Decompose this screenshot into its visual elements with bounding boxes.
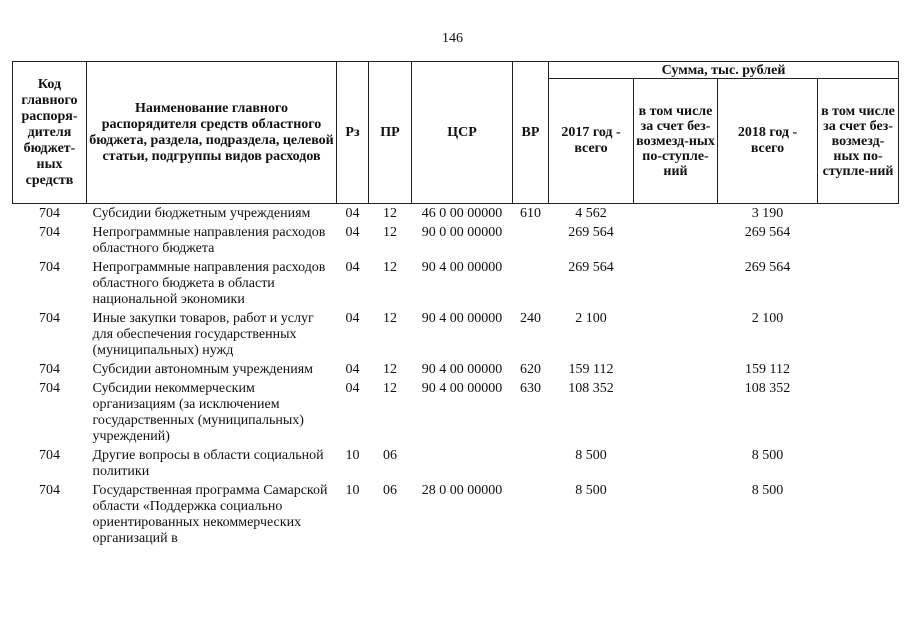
cell-2018-free	[818, 362, 899, 381]
header-2018-total: 2018 год - всего	[718, 79, 818, 204]
table-row	[13, 448, 899, 483]
cell-code: 704	[39, 260, 60, 275]
cell-2017-total: 108 352	[568, 381, 614, 396]
cell-2018-free	[818, 260, 899, 311]
cell-pr: 12	[383, 260, 397, 275]
cell-pr: 12	[383, 311, 397, 326]
cell-rz: 04	[345, 362, 360, 377]
cell-vr	[513, 483, 549, 550]
cell-2017-total: 4 562	[575, 206, 607, 221]
cell-code: 704	[39, 362, 60, 377]
cell-2018-total: 8 500	[751, 483, 784, 498]
cell-2018-total: 108 352	[744, 381, 791, 396]
cell-2017-total: 8 500	[575, 483, 607, 498]
cell-name: Непрограммные направления расходов областного бюджета в области национальной экономики	[92, 260, 326, 307]
cell-csr: 28 0 00 00000	[421, 483, 503, 498]
cell-2018-free	[818, 311, 899, 362]
cell-2017-free	[634, 204, 718, 226]
table-row	[13, 204, 899, 226]
header-2018-free: в том числе за счет без-возмезд-ных по-ступле-ний	[818, 79, 899, 204]
cell-rz: 04	[345, 311, 360, 326]
cell-csr: 46 0 00 00000	[421, 206, 503, 221]
table-row	[13, 260, 899, 311]
cell-pr: 06	[383, 448, 397, 463]
header-2017-free: в том числе за счет без-возмезд-ных по-ступле-ний	[634, 79, 718, 204]
table-header	[13, 62, 899, 204]
cell-name: Субсидии автономным учреждениям	[92, 362, 314, 377]
cell-pr: 12	[383, 206, 397, 221]
cell-2017-total: 2 100	[575, 311, 607, 326]
cell-2018-free	[818, 204, 899, 226]
cell-vr: 620	[520, 362, 541, 377]
cell-vr: 240	[520, 311, 541, 326]
cell-code: 704	[39, 206, 60, 221]
table-row	[13, 225, 899, 260]
cell-2018-total: 8 500	[751, 448, 784, 463]
cell-pr: 06	[383, 483, 397, 498]
cell-rz: 10	[345, 483, 360, 498]
cell-2017-total: 8 500	[575, 448, 607, 463]
cell-2018-total: 269 564	[744, 225, 791, 240]
cell-2017-free	[634, 260, 718, 311]
budget-table	[12, 61, 899, 550]
header-csr: ЦСР	[412, 62, 513, 204]
header-name: Наименование главного распорядителя средств областного бюджета, раздела, подраздела, целевой статьи, подгруппы видов расходов	[87, 62, 337, 204]
cell-2017-free	[634, 448, 718, 483]
cell-code: 704	[39, 311, 60, 326]
cell-2018-total: 2 100	[751, 311, 784, 326]
header-rz: Рз	[337, 62, 369, 204]
cell-name: Государственная программа Самарской области «Поддержка социально ориентированных некоммерческих организаций в	[92, 483, 328, 546]
cell-2017-total: 159 112	[568, 362, 614, 377]
header-sum-title: Сумма, тыс. рублей	[549, 62, 899, 79]
table-row	[13, 311, 899, 362]
cell-vr	[513, 260, 549, 311]
cell-csr: 90 4 00 00000	[421, 381, 503, 396]
cell-2018-free	[818, 483, 899, 550]
table-body	[13, 204, 899, 551]
cell-2017-free	[634, 225, 718, 260]
cell-csr: 90 0 00 00000	[421, 225, 503, 240]
cell-rz: 04	[345, 260, 360, 275]
cell-code: 704	[39, 381, 60, 396]
cell-name: Субсидии некоммерческим организациям (за исключением государственных (муниципальных) учреждений)	[92, 381, 304, 444]
cell-name: Непрограммные направления расходов областного бюджета	[92, 225, 326, 256]
table-row	[13, 483, 899, 550]
cell-2017-total: 269 564	[568, 260, 614, 275]
cell-name: Иные закупки товаров, работ и услуг для обеспечения государственных (муниципальных) нужд	[92, 311, 314, 358]
cell-pr: 12	[383, 225, 397, 240]
cell-vr	[513, 448, 549, 483]
cell-rz: 04	[345, 225, 360, 240]
table-row	[13, 381, 899, 448]
cell-csr: 90 4 00 00000	[421, 311, 503, 326]
cell-code: 704	[39, 225, 60, 240]
cell-2018-total: 159 112	[745, 362, 790, 377]
page-number: 146	[442, 31, 463, 46]
header-2017-total: 2017 год - всего	[549, 79, 634, 204]
cell-pr: 12	[383, 362, 397, 377]
cell-2017-free	[634, 483, 718, 550]
header-code: Код главного распоря-дителя бюджет-ных средств	[13, 62, 87, 204]
cell-2018-free	[818, 381, 899, 448]
cell-2017-free	[634, 362, 718, 381]
cell-code: 704	[39, 448, 60, 463]
cell-2017-total: 269 564	[568, 225, 614, 240]
cell-pr: 12	[383, 381, 397, 396]
table-row	[13, 362, 899, 381]
cell-rz: 10	[345, 448, 360, 463]
cell-code: 704	[39, 483, 60, 498]
cell-rz: 04	[345, 206, 360, 221]
cell-2018-total: 3 190	[751, 206, 784, 221]
cell-csr: 90 4 00 00000	[421, 362, 503, 377]
cell-name: Другие вопросы в области социальной политики	[92, 448, 324, 479]
cell-2018-free	[818, 225, 899, 260]
cell-2017-free	[634, 311, 718, 362]
cell-csr: 90 4 00 00000	[421, 260, 503, 275]
cell-2017-free	[634, 381, 718, 448]
cell-2018-free	[818, 448, 899, 483]
header-pr: ПР	[369, 62, 412, 204]
cell-name: Субсидии бюджетным учреждениям	[92, 206, 311, 221]
cell-vr	[513, 225, 549, 260]
cell-csr	[412, 448, 513, 483]
header-vr: ВР	[513, 62, 549, 204]
cell-vr: 630	[520, 381, 541, 396]
cell-2018-total: 269 564	[744, 260, 791, 275]
cell-rz: 04	[345, 381, 360, 396]
cell-vr: 610	[520, 206, 541, 221]
